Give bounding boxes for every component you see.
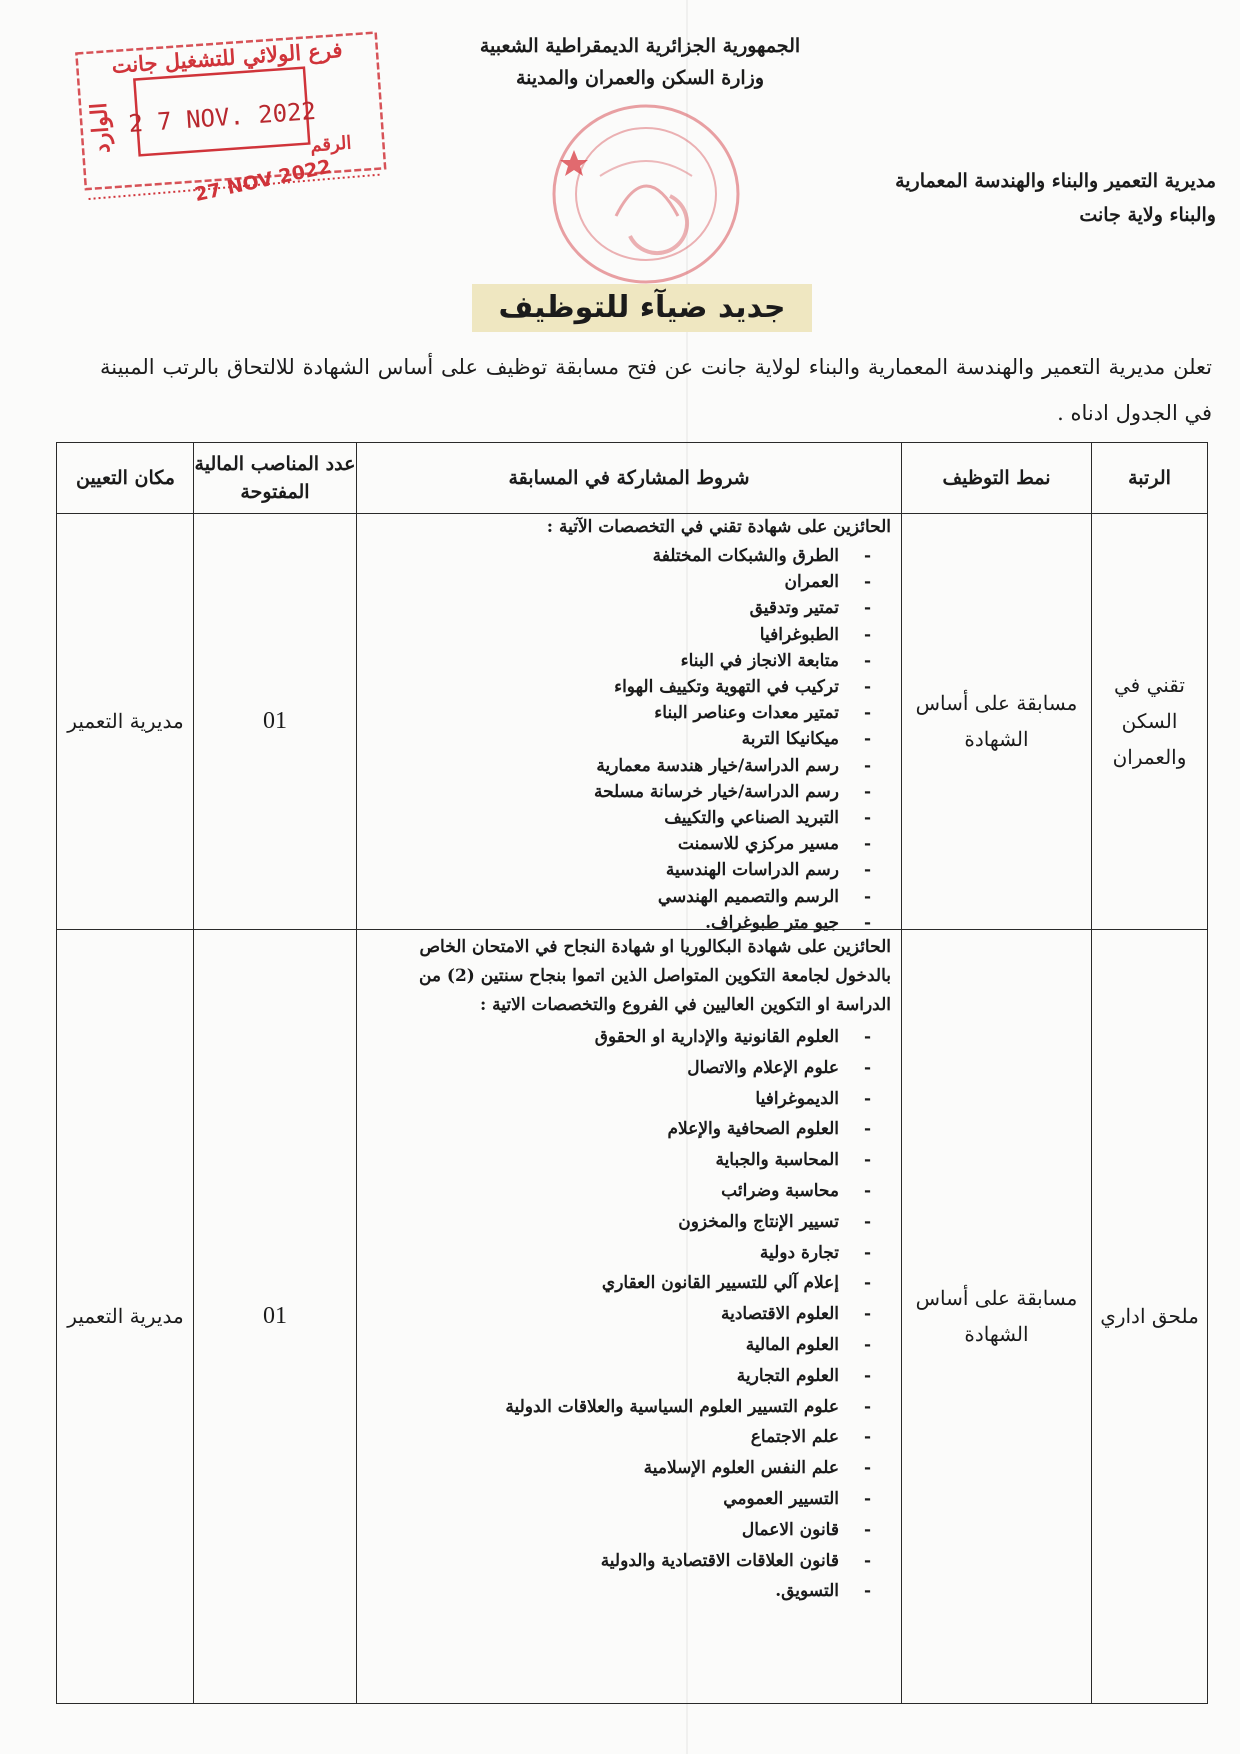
directorate-line-1: مديرية التعمير والبناء والهندسة المعمارية — [895, 170, 1216, 192]
list-item: - العمران — [365, 569, 839, 595]
list-item: - رسم الدراسة/خيار هندسة معمارية — [365, 753, 839, 779]
list-item: - العلوم المالية — [365, 1330, 839, 1361]
list-item: - الطرق والشبكات المختلفة — [365, 543, 839, 569]
state-header — [440, 30, 840, 94]
list-item: - علوم الإعلام والاتصال — [365, 1053, 839, 1084]
list-item: - تجارة دولية — [365, 1238, 839, 1269]
row-conditions — [356, 929, 901, 1703]
conditions-lead: الحائزين على شهادة البكالوريا او شهادة النجاح في الامتحان الخاص بالدخول لجامعة التكوين المتواصل الذين اتموا بنجاح سنتين (2) من الدراسة او التكوين العاليين في الفروع والتخصصات الاتية : — [418, 937, 891, 1015]
list-item: - العلوم القانونية والإدارية او الحقوق — [365, 1022, 839, 1053]
conditions-lead: الحائزين على شهادة تقني في التخصصات الآتية : — [546, 517, 891, 537]
list-item: - العلوم الصحافية والإعلام — [365, 1114, 839, 1145]
stamp-number-value: 27 NOV 2022 — [192, 155, 334, 207]
list-item: - الرسم والتصميم الهندسي — [365, 884, 839, 910]
list-item: - تركيب في التهوية وتكييف الهواء — [365, 674, 839, 700]
list-item: - تمتير وتدقيق — [365, 595, 839, 621]
list-item: - علم الاجتماع — [365, 1422, 839, 1453]
list-item: - تمتير معدات وعناصر البناء — [365, 700, 839, 726]
list-item: - تسيير الإنتاج والمخزون — [365, 1207, 839, 1238]
list-item: - التسيير العمومي — [365, 1484, 839, 1515]
list-item: - علم النفس العلوم الإسلامية — [365, 1453, 839, 1484]
table-row — [57, 929, 1207, 1703]
row-place: مديرية التعمير — [67, 709, 184, 733]
row-positions: 01 — [193, 929, 356, 1703]
page-title: جديد ضيآء للتوظيف — [472, 284, 812, 332]
list-item: - إعلام آلي للتسيير القانون العقاري — [365, 1268, 839, 1299]
recruitment-table — [56, 442, 1208, 1704]
header-conditions: شروط المشاركة في المسابقة — [356, 443, 901, 513]
list-item: - المحاسبة والجباية — [365, 1145, 839, 1176]
list-item: - ميكانيكا التربة — [365, 726, 839, 752]
stamp-agency: فرع الولائي للتشغيل جانت — [110, 36, 344, 79]
intro-paragraph: تعلن مديرية التعمير والهندسة المعمارية والبناء لولاية جانت عن فتح مسابقة توظيف على أساس الشهادة للالتحاق بالرتب المبينة في الجدول ادناه . — [100, 355, 1212, 425]
stamp-number-label: الرقم — [309, 132, 353, 157]
ministry-name: وزارة السكن والعمران والمدينة — [515, 67, 765, 89]
list-item: - جيو متر طبوغراف. — [365, 910, 839, 936]
header-place: مكان التعيين — [76, 467, 175, 489]
header-rank: الرتبة — [1091, 443, 1207, 513]
list-item: - العلوم الاقتصادية — [365, 1299, 839, 1330]
list-item: - التسويق. — [365, 1576, 839, 1607]
header-positions: عدد المناصب المالية المفتوحة — [193, 443, 356, 513]
republic-name: الجمهورية الجزائرية الديمقراطية الشعبية — [479, 35, 801, 57]
list-item: - قانون العلاقات الاقتصادية والدولية — [365, 1546, 839, 1577]
list-item: - الديموغرافيا — [365, 1084, 839, 1115]
list-item: - علوم التسيير العلوم السياسية والعلاقات الدولية — [365, 1392, 839, 1423]
row-rank: ملحق اداري — [1091, 929, 1207, 1703]
stamp-received-label: الوارد — [85, 101, 116, 155]
list-item: - رسم الدراسات الهندسية — [365, 857, 839, 883]
list-item: - رسم الدراسة/خيار خرسانة مسلحة — [365, 779, 839, 805]
header-mode: نمط التوظيف — [901, 443, 1091, 513]
stamp-date: 2 7 NOV. 2022 — [127, 96, 317, 139]
directorate-header — [796, 164, 1216, 232]
official-seal — [530, 96, 770, 296]
table-header-row — [57, 443, 1207, 514]
row-conditions — [356, 513, 901, 933]
row-mode: مسابقة على أساس الشهادة — [901, 929, 1091, 1703]
row-positions: 01 — [193, 513, 356, 929]
row-mode: مسابقة على أساس الشهادة — [901, 513, 1091, 929]
specialty-list — [365, 1022, 891, 1607]
reception-stamp — [72, 27, 416, 230]
directorate-line-2: والبناء ولاية جانت — [1079, 204, 1216, 226]
list-item: - مسير مركزي للاسمنت — [365, 831, 839, 857]
specialty-list — [365, 543, 891, 936]
list-item: - التبريد الصناعي والتكييف — [365, 805, 839, 831]
list-item: - متابعة الانجاز في البناء — [365, 648, 839, 674]
row-place: مديرية التعمير — [67, 1304, 184, 1328]
table-row — [57, 513, 1207, 933]
list-item: - الطبوغرافيا — [365, 622, 839, 648]
list-item: - العلوم التجارية — [365, 1361, 839, 1392]
list-item: - محاسبة وضرائب — [365, 1176, 839, 1207]
row-rank: تقني في السكن والعمران — [1091, 513, 1207, 929]
list-item: - قانون الاعمال — [365, 1515, 839, 1546]
